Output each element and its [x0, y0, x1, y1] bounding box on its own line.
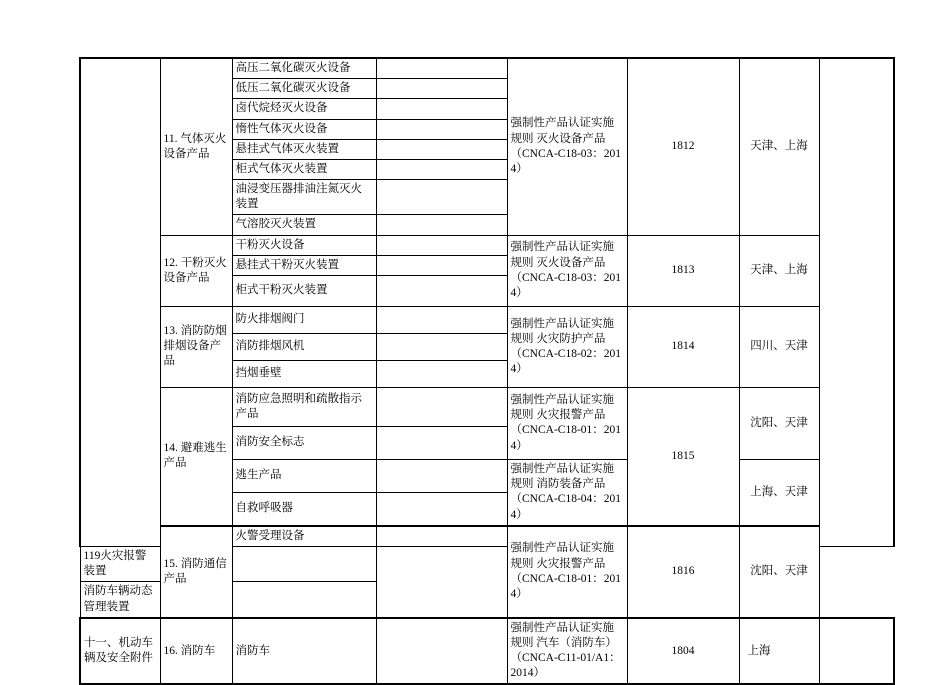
lab-cell: 天津、上海	[739, 58, 819, 235]
lab-cell: 上海	[739, 618, 819, 685]
note-cell	[376, 306, 507, 333]
note-cell	[376, 159, 507, 179]
product-cell: 卤代烷烃灭火设备	[232, 99, 376, 119]
note-cell	[376, 275, 507, 306]
group-cell: 11. 气体灭火设备产品	[160, 58, 232, 235]
category-cell-empty	[80, 58, 160, 547]
note-cell	[376, 459, 507, 492]
rule-cell: 强制性产品认证实施规则 灭火设备产品（CNCA-C18-03：2014）	[507, 235, 627, 306]
rule-cell: 强制性产品认证实施规则 灭火设备产品（CNCA-C18-03：2014）	[507, 58, 627, 235]
group-cell: 16. 消防车	[160, 618, 232, 685]
group-cell: 12. 干粉灭火设备产品	[160, 235, 232, 306]
product-cell: 悬挂式干粉灭火装置	[232, 255, 376, 275]
note-cell	[376, 180, 507, 215]
note-cell	[376, 119, 507, 139]
note-cell	[376, 618, 507, 685]
note-cell	[232, 582, 376, 618]
product-cell: 消防车辆动态管理装置	[80, 582, 160, 618]
note-cell	[232, 547, 376, 582]
product-cell: 油浸变压器排油注氮灭火装置	[232, 180, 376, 215]
group-cell: 15. 消防通信产品	[160, 526, 232, 618]
note-cell	[376, 139, 507, 159]
lab-cell: 沈阳、天津	[739, 387, 819, 459]
code-cell: 1816	[627, 526, 739, 618]
lab-cell: 四川、天津	[739, 306, 819, 387]
product-cell: 消防应急照明和疏散指示产品	[232, 387, 376, 426]
product-cell: 柜式干粉灭火装置	[232, 275, 376, 306]
note-cell	[376, 215, 507, 235]
note-cell	[376, 387, 507, 426]
table-row	[80, 235, 894, 255]
product-cell: 火警受理设备	[232, 526, 376, 547]
table-row	[80, 526, 894, 547]
product-cell: 柜式气体灭火装置	[232, 159, 376, 179]
code-cell: 1815	[627, 387, 739, 526]
lab-cell: 天津、上海	[739, 235, 819, 306]
product-cell: 低压二氧化碳灭火设备	[232, 79, 376, 99]
product-cell: 高压二氧化碳灭火设备	[232, 58, 376, 79]
lab-cell: 沈阳、天津	[739, 526, 819, 618]
rule-cell: 强制性产品认证实施规则 火灾防护产品（CNCA-C18-02：2014）	[507, 306, 627, 387]
note-cell	[376, 492, 507, 526]
product-cell: 气溶胶灭火装置	[232, 215, 376, 235]
rule-cell: 强制性产品认证实施规则 消防装备产品（CNCA-C18-04：2014）	[507, 459, 627, 526]
table-row	[80, 58, 894, 79]
product-cell: 消防排烟风机	[232, 333, 376, 360]
note-cell	[376, 58, 507, 79]
product-cell: 干粉灭火设备	[232, 235, 376, 255]
code-cell: 1812	[627, 58, 739, 235]
note-cell	[376, 235, 507, 255]
product-cell: 119火灾报警装置	[80, 547, 160, 582]
code-cell: 1814	[627, 306, 739, 387]
product-cell: 消防车	[232, 618, 376, 685]
product-cell: 挡烟垂壁	[232, 360, 376, 387]
note-cell	[376, 526, 507, 547]
product-cell: 悬挂式气体灭火装置	[232, 139, 376, 159]
category-cell: 十一、机动车辆及安全附件	[80, 618, 160, 685]
extra-cell	[819, 58, 894, 547]
product-cell: 防火排烟阀门	[232, 306, 376, 333]
group-cell: 13. 消防防烟排烟设备产品	[160, 306, 232, 387]
product-cell: 自救呼吸器	[232, 492, 376, 526]
product-cell: 逃生产品	[232, 459, 376, 492]
group-cell: 14. 避难逃生产品	[160, 387, 232, 526]
table-row	[80, 387, 894, 426]
note-cell	[376, 255, 507, 275]
code-cell: 1804	[627, 618, 739, 685]
note-cell	[376, 99, 507, 119]
note-cell	[376, 333, 507, 360]
rule-cell: 强制性产品认证实施规则 火灾报警产品（CNCA-C18-01：2014）	[507, 526, 627, 618]
table-row	[80, 306, 894, 333]
note-cell	[376, 79, 507, 99]
rule-cell: 强制性产品认证实施规则 火灾报警产品（CNCA-C18-01：2014）	[507, 387, 627, 459]
table-row	[80, 618, 894, 685]
lab-cell: 上海、天津	[739, 459, 819, 526]
rule-cell: 强制性产品认证实施规则 汽车（消防车）（CNCA-C11-01/A1：2014）	[507, 618, 627, 685]
extra-cell	[819, 618, 894, 685]
product-cell: 惰性气体灭火设备	[232, 119, 376, 139]
note-cell	[376, 360, 507, 387]
product-cell: 消防安全标志	[232, 426, 376, 459]
code-cell: 1813	[627, 235, 739, 306]
note-cell	[376, 426, 507, 459]
certification-table	[79, 57, 895, 685]
